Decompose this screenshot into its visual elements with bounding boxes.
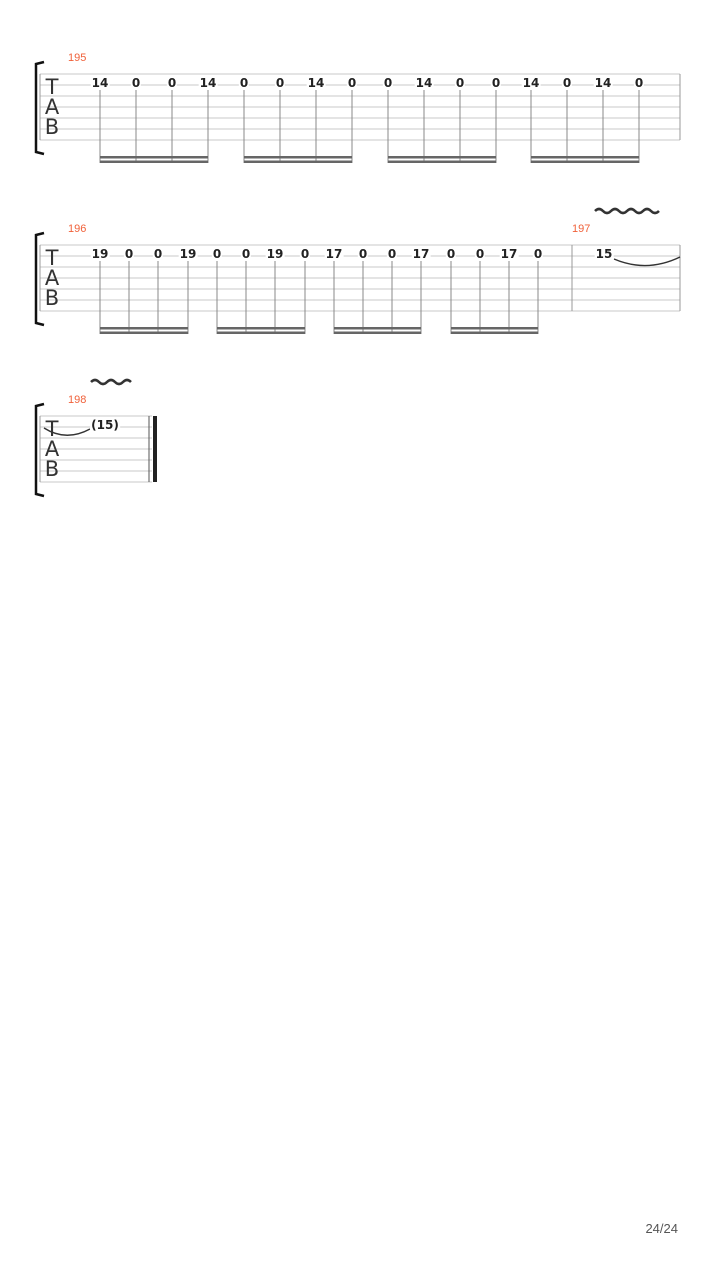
tab-staff-1-graphics [0,50,720,170]
fret-note: 0 [153,247,163,261]
beam-group-2 [217,327,305,330]
measure-number: 195 [68,52,87,64]
fret-note: 0 [446,247,456,261]
tab-clef-t: T [45,246,59,270]
fret-note: 0 [491,76,501,90]
fret-note: 0 [455,76,465,90]
fret-note: 0 [300,247,310,261]
tab-clef-a: A [44,266,60,290]
beam-group-1 [100,156,208,159]
tab-clef-b: B [44,115,60,139]
fret-note: 19 [266,247,284,261]
fret-note: 0 [167,76,177,90]
fret-note: 0 [562,76,572,90]
fret-note: 19 [179,247,197,261]
fret-note: 14 [594,76,612,90]
fret-note: 14 [522,76,540,90]
fret-note: 0 [131,76,141,90]
tab-clef-a: A [44,437,60,461]
fret-note: 0 [124,247,134,261]
fret-note: 0 [358,247,368,261]
tab-clef-t: T [45,417,59,441]
fret-note: 14 [91,76,109,90]
tab-clef-a: A [44,95,60,119]
fret-note: 0 [212,247,222,261]
vibrato-icon [91,380,131,384]
tab-system-2 [0,221,720,341]
vibrato-icon [595,209,659,213]
fret-note: 14 [415,76,433,90]
beam-group-2 [244,156,352,159]
beam-group-1 [100,327,188,330]
beam-group-4 [451,327,538,330]
fret-note: 17 [412,247,430,261]
fret-note: 0 [275,76,285,90]
fret-note: (15) [91,418,119,432]
fret-note: 0 [387,247,397,261]
fret-note: 0 [533,247,543,261]
beam-group-3 [334,327,421,330]
tab-clef-b: B [44,457,60,481]
fret-note: 14 [307,76,325,90]
beam-group-3 [388,156,496,159]
tab-clef-t: T [45,75,59,99]
fret-note: 0 [241,247,251,261]
beam-group-4 [531,156,639,159]
fret-note: 0 [239,76,249,90]
fret-note: 17 [325,247,343,261]
fret-note: 0 [475,247,485,261]
fret-note: 0 [347,76,357,90]
page-number: 24/24 [645,1221,678,1236]
tab-system-1 [0,50,720,170]
fret-note: 15 [595,247,613,261]
fret-note: 0 [383,76,393,90]
measure-number: 196 [68,223,87,235]
fret-note: 17 [500,247,518,261]
tab-clef-b: B [44,286,60,310]
fret-note: 0 [634,76,644,90]
final-barline-thick [153,416,157,482]
measure-number: 197 [572,223,591,235]
tab-staff-3-graphics [0,392,720,512]
measure-number: 198 [68,394,87,406]
fret-note: 14 [199,76,217,90]
fret-note: 19 [91,247,109,261]
tie-arc [614,257,680,266]
tab-system-3 [0,392,720,512]
tab-staff-2-graphics [0,221,720,341]
